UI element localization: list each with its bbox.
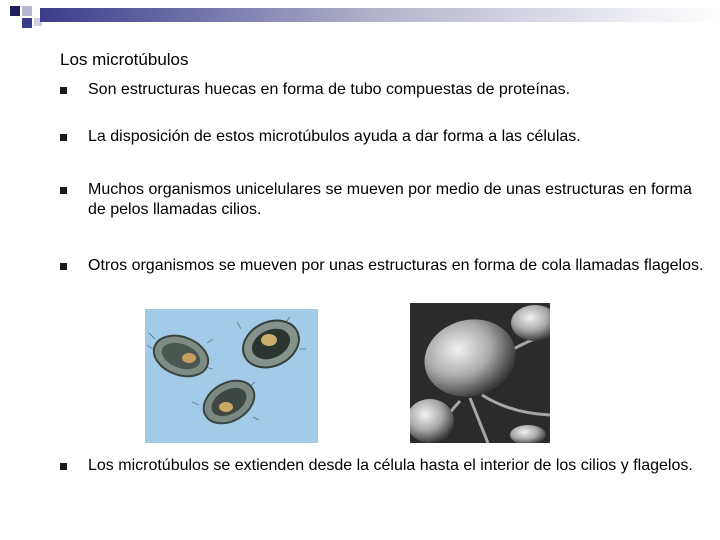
header-gradient-band [40, 8, 720, 22]
bullet-text: Muchos organismos unicelulares se mueven por medio de unas estructuras en forma de pelos llamadas cilios. [88, 181, 692, 218]
bullet-text: Los microtúbulos se extienden desde la célula hasta el interior de los cilios y flagelos. [88, 457, 693, 474]
square-bullet-icon [60, 263, 67, 270]
square-bullet-icon [60, 187, 67, 194]
bullet-text: La disposición de estos microtúbulos ayuda a dar forma a las células. [88, 128, 581, 145]
square-bullet-icon [60, 134, 67, 141]
deco-square-2 [22, 6, 32, 16]
deco-square-3 [22, 18, 32, 28]
sem-cells-illustration [410, 303, 550, 443]
ciliated-protozoa-image [145, 309, 318, 443]
protozoa-illustration [145, 309, 318, 443]
square-bullet-icon [60, 87, 67, 94]
slide-title: Los microtúbulos [60, 50, 189, 69]
square-bullet-icon [60, 463, 67, 470]
flagellated-cells-image [410, 303, 550, 443]
deco-square-1 [10, 6, 20, 16]
header-decoration [0, 0, 720, 34]
bullet-text: Otros organismos se mueven por unas estructuras en forma de cola llamadas flagelos. [88, 257, 704, 274]
bullet-text: Son estructuras huecas en forma de tubo compuestas de proteínas. [88, 81, 571, 98]
